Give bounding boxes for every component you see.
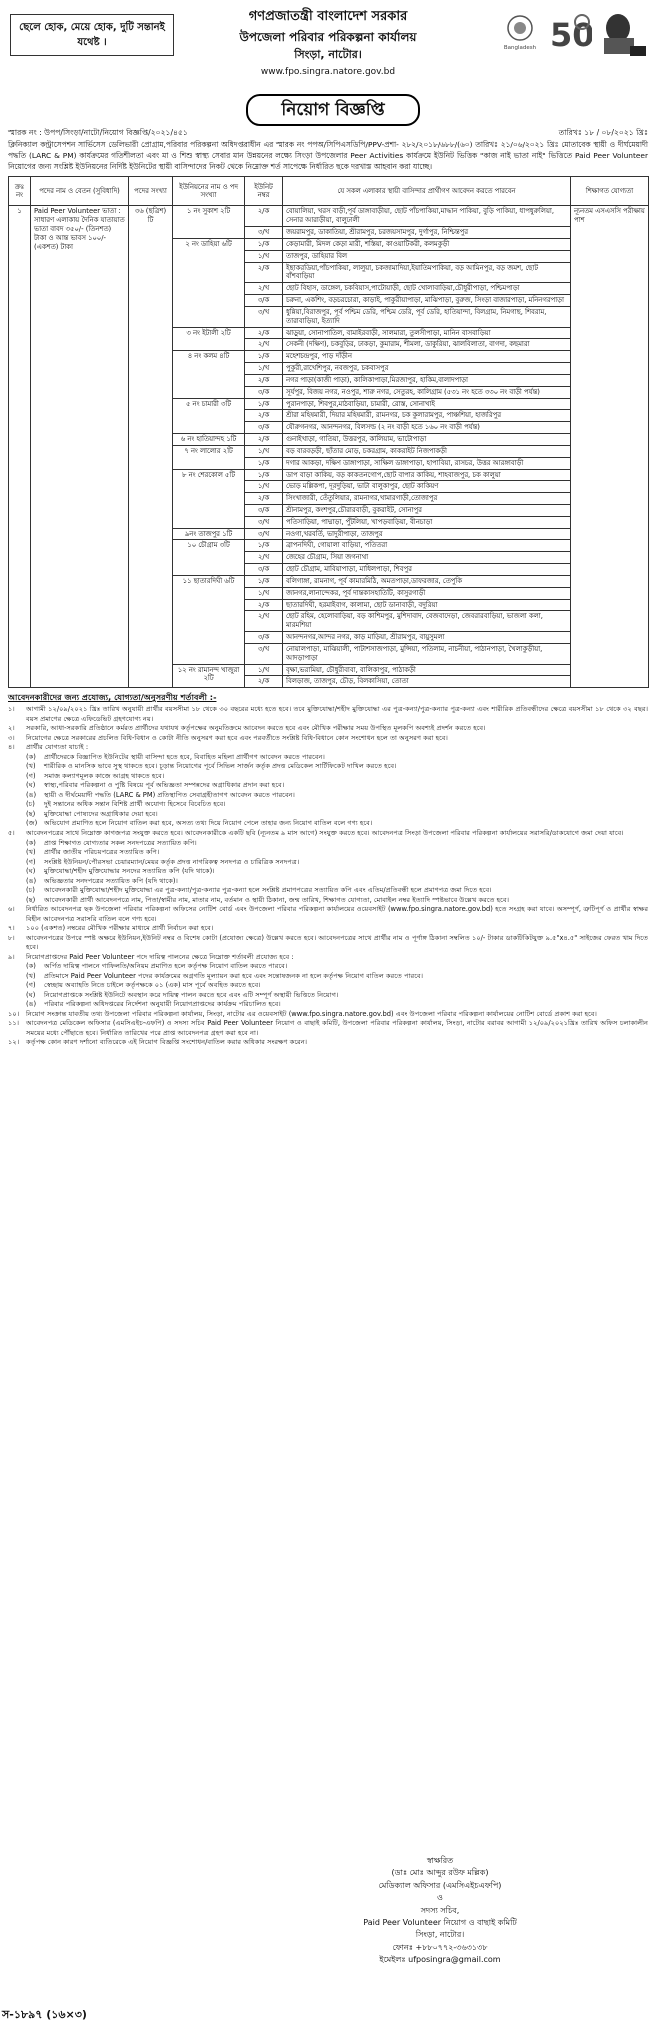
- condition-text: স্বাস্থ্য,পরিবার পরিকল্পনা ও পুষ্টি বিষয়ে পূর্ব অভিজ্ঞতা সম্পন্নদের অগ্রাধিকার প্রদান করা হবে।: [44, 781, 285, 790]
- condition-number: (ঘ): [26, 990, 36, 999]
- fifty-years-logo: [548, 8, 592, 60]
- condition-text: নিয়োগের ক্ষেত্রে সরকারের প্রচলিত বিধি-বিধান ও কোটা নীতি অনুসরণ করা হবে এবং পরবর্তীতে সংশ্লিষ্ট বিধি-বিধানে কোন সংশোধন হলে তা অনুসরণ করা হবে।: [26, 733, 448, 742]
- sub-condition-item: [8, 762, 648, 772]
- condition-item: [8, 953, 648, 963]
- condition-text: নির্ধারিত আবেদনপত্র ছক উপজেলা পরিবার পরিকল্পনা অফিসের নোটিশ বোর্ড এবং উপজেলা পরিবার পরিকল্পনা কার্যালয়ের ওয়েবসাইট (www.fpo.singra.natore.gov.bd) হতে সংগ্রহ করা যাবে। অসম্পূর্ণ, ত্রুটিপূর্ণ ও প্রার্থীর স্বাক্ষর বিহীন আবেদনপত্র সরাসরি বাতিল বলে গণ্য হবে।: [26, 905, 648, 923]
- col-serial: ক্রঃ নং: [9, 177, 31, 206]
- cell-unit: ২/খ: [245, 339, 283, 351]
- condition-text: আবেদনপত্রের সাথে নিম্নোক্ত কাগজপত্র সংযুক্ত করতে হবে। আবেদনকারীকে একটি ছবি (ন্যূনতম ৯ মাস আগে) সংযুক্ত করতে হবে। আবেদনপত্র সিংড়া উপজেলা পরিবার পরিকল্পনা কার্যালয়ের সরাসরি/ডাকযোগে জমা দেয়া যাবে।: [26, 829, 624, 837]
- condition-number: ৫।: [8, 829, 15, 837]
- cell-unit: ২/ক: [245, 327, 283, 339]
- cell-unit: ২/ক: [245, 434, 283, 446]
- condition-text: ১০০ (একশত) নম্বরের মৌখিক পরীক্ষার মাধ্যমে প্রার্থী নির্বাচন করা হবে।: [26, 924, 214, 933]
- cell-areas: শ্রীরা মহিষমারী, দিয়ার মহিষমারী, রামনগর, চক কুলারামপুর, পাঞ্চশিয়া, হাজরিপুর: [283, 410, 571, 422]
- sub-condition-item: [8, 839, 648, 849]
- cell-areas: জয়রামপুর, ডাকাতিয়া, শ্রীরামপুর, চরজয়সামপুর, দুর্গাপুর, নিশ্চিন্তপুর: [283, 227, 571, 239]
- condition-text: আবেদনকারী মুক্তিযোদ্ধা/শহীদ মুক্তিযোদ্ধা এর পুত্র-কন্যা/পুত্র-কন্যার পুত্র-কন্যা হলে সংশ্লিষ্ট প্রমাণপত্রের সত্যায়িত কপি এবং এতিম/প্রতিবন্ধী হলে প্রমাণপত্র জমা দিতে হবে।: [44, 886, 492, 895]
- sub-condition-item: [8, 819, 648, 829]
- condition-number: ৩।: [8, 733, 15, 742]
- condition-number: (ঘ): [26, 781, 36, 790]
- signer-designation: মেডিক্যাল অফিসার (এমসিএইচএফপি): [378, 1880, 502, 1890]
- condition-text: আবেদনপত্রের উপরে স্পষ্ট অক্ষরে ইউনিয়ন,ইউনিট নম্বর ও বিশেষ কোটা (প্রযোজ্য ক্ষেত্রে) উল্লেখ করতে হবে। আবেদনপত্রের সাথে প্রার্থীর নাম ও পূর্ণাঙ্গ ঠিকানা সম্বলিত ১০/- টাকার ডাকটিকিটযুক্ত ৯.৫"x৪.৫" সাইজের ফেরত খাম দিতে হবে।: [26, 933, 648, 952]
- condition-item: [8, 829, 648, 839]
- cell-unit: ১/খ: [245, 587, 283, 599]
- condition-number: ১।: [8, 705, 15, 714]
- cell-union: ৫ নং চামারী ৩টি: [173, 398, 245, 433]
- cell-union: ১ নং সুকাশ ২টি: [173, 206, 245, 238]
- cell-unit: ৩/ক: [245, 564, 283, 576]
- cell-areas: ছোট বিহাস, ডাঙ্গেল, চকবিয়াস,পাটোয়াড়ী, ছোট খোলাবাড়িয়া,চৌধুরীপাড়া, পশ্চিমপাড়া: [283, 283, 571, 295]
- cell-areas: বোয়ালিয়া, খরস বাড়ী,পূর্ব ডাঙ্গাবাড়ীয়া, ছোট পাঁচপাকিয়া,মাদ্ধান পাকিয়া, বুড়ি পাকিয়া, ধাপধুরুলিয়া, সেনার আরাড়ীয়া, বালুঢালী: [283, 206, 571, 227]
- svg-text:50: 50: [550, 16, 592, 54]
- condition-item: [8, 934, 648, 953]
- cell-areas: ছোট চৌগ্রাম, মাবিয়াপাড়া, মাধিলপাড়া, শিবপুর: [283, 564, 571, 576]
- cell-union: ৬ নং হাতিয়ান্দহ ১টি: [173, 434, 245, 446]
- condition-number: ৭।: [8, 924, 15, 933]
- committee-name: Paid Peer Volunteer নিয়োগ ও বাছাই কমিটি: [363, 1917, 517, 1927]
- sub-condition-item: [8, 981, 648, 991]
- cell-unit: ১/ক: [245, 575, 283, 587]
- conditions-title: আবেদনকারীদের জন্য প্রযোজ্য, যোগ্যতা/অনুসরণীয় শর্তাবলী :-: [8, 692, 217, 703]
- condition-number: (খ): [26, 848, 36, 857]
- cell-union: ১০ চৌগ্রাম ৩টি: [173, 540, 245, 575]
- condition-text: আবেদনপত্র মেডিকেল অফিসার (এমসিএইচ-এফপি) ও সদস্য সচিব Paid Peer Volunteer নিয়োগ ও বাছাই কমিটি, উপজেলা পরিবার পরিকল্পনা কার্যালয়, সিংড়া, নাটোর বরাবর আগামী ১২/০৯/২০২১খ্রিঃ তারিখ অফিস চলাকালীন সময়ের মধ্যে পৌঁছাতে হবে। নির্ধারিত তারিখের পরে প্রাপ্ত আবেদনপত্র গ্রহণ করা হবে না।: [26, 1019, 648, 1037]
- cell-unit: ৩/খ: [245, 516, 283, 528]
- condition-text: মুক্তিযোদ্ধা পোষ্যদের অগ্রাধিকার দেয়া হবে।: [44, 809, 158, 818]
- cell-areas: ধুন্নিয়া,বিরাজপুর, পূর্ব পশ্চিম ডেরি, পশ্চিম ডেরি, পূর্ব ডেরি, হাতিয়ান্দা, বিলগ্রাম, নিমগাছ, শিবরাম, তারাবাড়িয়া, ইত্যাদি: [283, 306, 571, 327]
- cell-serial: ১: [9, 206, 31, 688]
- cell-areas: সেকনী (দক্ষিণ), চকবুড়ির, ঢাকড়া, কুমারাম, শীমলা, ডাকুরিয়া, ঝালবিলাতা, বাগদা, কছমারা: [283, 339, 571, 351]
- memo-date: তারিখঃ ১৮ / ০৮/২০২১ খ্রিঃ: [558, 128, 648, 137]
- cell-areas: বড় বারবড়ড়ী, ছাঁতার মোড়, চকরগ্রাম, কাকরাইট নিজপাকড়ী: [283, 445, 571, 457]
- cell-areas: গুনাইখাড়া, গাতিয়া, উত্তরপুর, কালিয়াম, ভাটোপাড়া: [283, 434, 571, 446]
- notice-page: [8, 6, 648, 1048]
- condition-number: (খ): [26, 971, 36, 980]
- cell-unit: ২/ক: [245, 676, 283, 688]
- cell-areas: ইছাকরডিয়া,পাঁচপাকিয়া, লালুয়া, চকজামাদিয়া,ইয়াতিমপাকিয়া, বড় আমিনপুর, বড় জমশ, ছোট বাঁশবাড়িয়া: [283, 262, 571, 283]
- col-count: পদের সংখ্যা: [129, 177, 173, 206]
- cell-areas: ঝাড়ুয়া, সোনাপাতিল, বামাইরবাড়ী, সালমারা, তুলসীপাড়া, মানিন বাসবাড়িয়া: [283, 327, 571, 339]
- condition-text: প্রার্থীর জাতীয় পরিচয়পত্রের সত্যায়িত কপি।: [44, 848, 160, 857]
- condition-item: [8, 924, 648, 934]
- cell-count: ৩৬ (ছত্রিশ) টি: [129, 206, 173, 688]
- condition-text: নিয়োগ সংক্রান্ত যাবতীয় তথ্য উপজেলা পরিবার পরিকল্পনা কার্যালয়, সিংড়া, নাটোর এর ওয়েবসাইট (www.fpo.singra.natore.gov.bd) এবং উপজেলা পরিবার পরিকল্পনা কার্যালয়ের নোটিশ বোর্ডে প্রকাশ করা হবে।: [26, 1009, 597, 1018]
- cell-areas: পুরানপাড়া, শিবপুর,মাঠবাড়িয়া, চামারী, রোস্ত, সোনাখাই: [283, 398, 571, 410]
- conditions-list: [8, 705, 648, 1048]
- cell-areas: ভোড় মল্লিকপা, দূরদুড়িয়া, ভাটা বালুকাপুর, ছোট কাকিয়ণ: [283, 481, 571, 493]
- cell-unit: ১/ক: [245, 398, 283, 410]
- condition-text: কর্তৃপক্ষ কোন কারণ দর্শানো ব্যতিরেকে এই নিয়োগ বিজ্ঞপ্তি সংশোধন/বাতিল করার অধিকার সংরক্ষণ করেন।: [26, 1038, 308, 1047]
- cell-areas: বিলড়াজ, তাজপুর, চৌড়, বিলকাসিয়া, তোতা: [283, 676, 571, 688]
- condition-text: শারীরিক ও মানসিক ভাবে সুস্থ থাকতে হবে। চূড়ান্ত নিয়োগের পূর্বে সিভিল সার্জন কর্তৃক প্রদত্ত মেডিকেল সার্টিফিকেট দাখিল করতে হবে।: [44, 762, 397, 771]
- cell-unit: ১/খ: [245, 363, 283, 375]
- cell-qualification: ন্যূনতম এসএসসি পরীক্ষায় পাশ: [571, 206, 649, 688]
- sub-condition-item: [8, 896, 648, 906]
- cell-areas: শ্রীনামপুর, কংশপুর,চৌরারবাড়ী, বুকরাইট, সোনাপুর: [283, 504, 571, 516]
- cell-areas: নগর পাড়া(কাজী পাড়া), কালিকাপাড়া,মিরজাপুর, হাকিম,বালাদপাড়া: [283, 374, 571, 386]
- cell-areas: চরুনা, একশিং, বড়চরচোরা, কাড়াই, পাকুরীয়াপাড়া, মাঝিপাড়া, বুরুজ, সিংড়া বাজারপাড়া, মনিনগরপাড়া: [283, 295, 571, 307]
- condition-text: প্রার্থীর যোগ্যতা যাচাই :: [26, 743, 89, 752]
- col-unit: ইউনিট নম্বর: [245, 177, 283, 206]
- cell-unit: ১/ক: [245, 540, 283, 552]
- cell-unit: ৩/খ: [245, 528, 283, 540]
- cell-union: ৮ নং শেরকোল ৫টি: [173, 469, 245, 528]
- condition-number: ৪।: [8, 743, 15, 752]
- cell-unit: ৩/ক: [245, 295, 283, 307]
- cell-unit: ৩/ক: [245, 632, 283, 644]
- cell-areas: তাজপুর, ডাহিয়ার বিল: [283, 250, 571, 262]
- cell-unit: ৩/ক: [245, 386, 283, 398]
- sub-condition-item: [8, 877, 648, 887]
- cell-areas: ডাপ বাড়া কাকিয়, বড় কাকতনগোপ,ছোট বাপার কাকিয়, শাহবাজপুর, চক কালুয়া: [283, 469, 571, 481]
- cell-areas: নওগা,খরবর্তি, ভাদুরীপাড়া, তাজপুর: [283, 528, 571, 540]
- condition-number: (ক): [26, 838, 36, 847]
- cell-areas: সূর্যপুর, বিজয় নগর, নওপুর, শারু নগর, সেতুরহ, কালিগ্রাম (৫৩১ নং হতে ৩৩০ নং বাড়ী পর্যন্ত): [283, 386, 571, 398]
- condition-item: [8, 705, 648, 724]
- sub-condition-item: [8, 781, 648, 791]
- signer-name: (ডাঃ মোঃ আব্দুর রউফ মল্লিক): [391, 1868, 489, 1878]
- cell-unit: ১/খ: [245, 664, 283, 676]
- memo-line: [8, 128, 648, 138]
- sub-condition-item: [8, 962, 648, 972]
- sub-condition-item: [8, 886, 648, 896]
- condition-number: ২।: [8, 724, 15, 733]
- condition-number: (ক): [26, 752, 36, 761]
- cell-areas: আনন্দনগর,আন্দর নগর, কাড় মাড়িয়া, শ্রীরামপুর, বায়ুসুমলা: [283, 632, 571, 644]
- sub-condition-item: [8, 1000, 648, 1010]
- col-post: পদের নাম ও বেতন (সুবিধাদি): [31, 177, 129, 206]
- cell-areas: সিংখাজারী, তেঁতুলিয়ার, রামনাগর,খামারগাড়ী,তোজাপুর: [283, 493, 571, 505]
- memo-ref: স্মারক নং : উপপ/সিংড়া/নাটো/নিয়োগ বিজ্ঞপ্তি/২০২১/৪৫১: [8, 128, 188, 137]
- condition-number: ৯।: [8, 952, 15, 961]
- cell-unit: ১/ক: [245, 238, 283, 250]
- sub-condition-item: [8, 972, 648, 982]
- cell-union: ৪ নং কলম ৪টি: [173, 351, 245, 398]
- cell-unit: ৩/খ: [245, 227, 283, 239]
- cell-areas: দগার আকড়া, দক্ষিণ ডাঙ্গাপাড়া, সাক্ষিল ডাঙ্গাপাড়া, হাপাবিয়া, রাসচর, উত্তর আরঙ্গাবাড়ী: [283, 457, 571, 469]
- sub-condition-item: [8, 753, 648, 763]
- condition-number: (খ): [26, 762, 36, 771]
- cell-unit: ১/ক: [245, 351, 283, 363]
- signer-role: সদস্য সচিব,: [420, 1905, 460, 1915]
- condition-text: অভিজ্ঞতার সনদপত্রের সত্যায়িত কপি (যদি থাকে)।: [44, 876, 178, 885]
- cell-union: ৭ নং লালোর ২টি: [173, 445, 245, 469]
- office-name: উপজেলা পরিবার পরিকল্পনা কার্যালয়: [239, 29, 417, 44]
- sub-condition-item: [8, 800, 648, 810]
- sub-condition-item: [8, 848, 648, 858]
- cell-union: ২ নং ডাহিয়া ৬টি: [173, 238, 245, 327]
- condition-item: [8, 905, 648, 924]
- cell-unit: ২/ক: [245, 599, 283, 611]
- logo-group: [496, 6, 648, 62]
- cell-areas: বৃক্ষা,ভরামিয়া, চৌধুরীবাবা, বালিকাপুর, পাঠাকড়ী: [283, 664, 571, 676]
- cell-unit: ১/খ: [245, 481, 283, 493]
- vacancy-table: [8, 176, 649, 688]
- condition-text: নিয়োগপ্রাপ্তদের Paid Peer Volunteer পদে দায়িত্ব পালনের ক্ষেত্রে নিম্নোক্ত শর্তাবলী প্রযোজ্য হবে :: [26, 952, 294, 961]
- cell-unit: ২/ক: [245, 374, 283, 386]
- cell-areas: জেহের চৌগ্রাম, সিয়া জগনাথা: [283, 552, 571, 564]
- cell-unit: ৩/ক: [245, 504, 283, 516]
- condition-item: [8, 1010, 648, 1020]
- condition-text: সরকারি, আধা-সরকারি প্রতিষ্ঠানে কর্মরত প্রার্থীদের যথাযথ কর্তৃপক্ষের অনুমতিক্রমে আবেদন করতে হবে এবং মৌখিক পরীক্ষার সময় উপস্থিত মূলকপি অবশ্যই প্রদর্শন করতে হবে।: [26, 724, 486, 733]
- condition-text: নিয়োগপ্রাপ্তকে সংশ্লিষ্ট ইউনিটে অবস্থান করে দায়িত্ব পালন করতে হবে এবং এটি সম্পূর্ণ অস্থায়ী ভিত্তিতে নিয়োগ।: [44, 990, 339, 999]
- condition-text: অর্পিত দায়িত্ব পালনে গাফিলতি/অনিয়ম প্রমাণিত হলে কর্তৃপক্ষ নিয়োগ বাতিল করতে পারবে।: [44, 962, 288, 971]
- cell-post: Paid Peer Volunteer ভাতা : সাধারণ এলাকায় দৈনিক যাতায়াত ভাতা বাবদ ৩৫০/- (তিনশত) টাকা ও আন্ত ভাবস ১০০/- (একশত) টাকা: [31, 206, 129, 688]
- condition-item: [8, 743, 648, 753]
- cell-unit: ১/ক: [245, 457, 283, 469]
- condition-number: (ছ): [26, 809, 36, 818]
- col-qualification: শিক্ষাগত যোগ্যতা: [571, 177, 649, 206]
- cell-unit: ৩/ক: [245, 422, 283, 434]
- cell-unit: ২/ক: [245, 262, 283, 283]
- gov-title: গণপ্রজাতন্ত্রী বাংলাদেশ সরকার: [248, 9, 408, 24]
- cell-areas: ছাতারদিঘী, হরমাইবাগ, কালামা, ছোট ডানাবাড়ী, বদুরিয়া: [283, 599, 571, 611]
- col-union: ইউনিয়নের নাম ও পদ সংখ্যা: [173, 177, 245, 206]
- condition-text: সমাজ কল্যাণমূলক কাজে আগ্রহ থাকতে হবে।: [44, 771, 165, 780]
- cell-areas: পতিসাড়িয়া, পাদ্মাড়া, পুঁটলিয়া, খাপড়বাড়িয়া, বীনচাড়া: [283, 516, 571, 528]
- sub-condition-item: [8, 858, 648, 868]
- cell-areas: বলিগাঙ্গা, রামনাগ, পূর্ব কামারমিঠি, অমতপাড়া,ডাফরজার, তেপুকি: [283, 575, 571, 587]
- condition-text: দুই সন্তানের অধিক সন্তান বিশিষ্ট প্রার্থী অযোগ্য হিসেবে বিবেচিত হবে।: [44, 800, 226, 809]
- cell-areas: পুকুরী,রাখেশিপুর, নবজপুর, চকবাসপুর: [283, 363, 571, 375]
- table-header-row: [9, 177, 649, 206]
- condition-number: ৬।: [8, 905, 15, 914]
- condition-text: প্রার্থীদেরকে বিজ্ঞাপিত ইউনিটের স্থায়ী বাসিন্দা হতে হবে, বিবাহিত মহিলা প্রার্থীগণ আবেদন করতে পারবেন।: [44, 752, 325, 761]
- cell-union: ১২ নং রামানন্দ খাজুরা ২টি: [173, 664, 245, 688]
- cell-unit: ২/খ: [245, 283, 283, 295]
- sub-condition-item: [8, 991, 648, 1001]
- condition-number: (ছ): [26, 895, 36, 904]
- cell-areas: নোয়ালপাড়া, মাঝিয়ালী, পাটাশসাজপাড়া, মুন্সিয়া, পতিলাম, নাচনীয়া, পাঠানপাড়া, খৈলাকুড়ীয়া, আদড়াপাড়া: [283, 643, 571, 664]
- cell-unit: ৩/খ: [245, 643, 283, 664]
- cell-areas: কেড়ামারী, মিদল কেড়া মারী, শস্তিয়া, কাওয়াটিকরী, কলমকুড়ী: [283, 238, 571, 250]
- cell-areas: মহেশচন্দ্রপুর, পাড় দাঁড়ীন: [283, 351, 571, 363]
- condition-text: প্রতিমাসে Paid Peer Volunteer পদের কার্যক্রমের অগ্রগতি মূল্যায়ন করা হবে এবং সন্তোষজনক না হলে কর্তৃপক্ষ নিয়োগ বাতিল করতে পারবে।: [44, 971, 424, 980]
- notice-banner: নিয়োগ বিজ্ঞপ্তি: [246, 94, 420, 126]
- mujib-centenary-logo: [596, 8, 648, 60]
- condition-number: (জ): [26, 819, 38, 828]
- condition-text: পরিবার পরিকল্পনা অধিদপ্তরের নির্দেশনা অনুযায়ী নিয়োগপ্রাপ্তদের কার্যক্রম পরিচালিত হবে।: [44, 1000, 281, 1009]
- condition-text: মুক্তিযোদ্ধা/শহীদ মুক্তিযোদ্ধার সনদের সত্যায়িত কপি (যদি থাকে)।: [44, 867, 215, 876]
- cell-union: ১১ ছাতারদিঘী ৬টি: [173, 575, 245, 664]
- sub-condition-item: [8, 867, 648, 877]
- contact-email: ইমেইলঃ ufposingra@gmail.com: [379, 1955, 501, 1965]
- condition-number: (চ): [26, 800, 35, 809]
- cell-unit: ২/ক: [245, 493, 283, 505]
- condition-number: ১১।: [8, 1019, 20, 1028]
- contact-phone: ফোনঃ +৮৮০৭৭২-৩৬৩১৩৮: [392, 1942, 488, 1952]
- condition-number: ৮।: [8, 933, 15, 942]
- condition-item: [8, 734, 648, 744]
- table-body: [9, 206, 649, 688]
- cell-unit: ২/খ: [245, 552, 283, 564]
- table-row: [9, 206, 649, 227]
- condition-number: (গ): [26, 857, 36, 866]
- condition-text: সংশ্লিষ্ট ইউনিয়ন/পৌরসভা চেয়ারম্যান/মেয়র কর্তৃক প্রদত্ত নাগরিকত্ব সনদপত্র ও চারিত্রিক সনদপত্র।: [44, 857, 300, 866]
- cell-areas: ছোট রহিম, হেলোবাড়িয়া, বড় কাশিমপুর, মুশিদাবাদ, বেজবাদেড়া, জেবরারবাড়িয়া, ভাজলা কলা, মারমশিয়া: [283, 611, 571, 632]
- signer-and: ও: [437, 1893, 443, 1903]
- cell-areas: ব্রাপনদিঘী, গোয়ালা বাড়িয়া, পতিতরা: [283, 540, 571, 552]
- condition-number: (ঙ): [26, 1000, 37, 1009]
- cell-union: ৩ নং ইটালী ২টি: [173, 327, 245, 351]
- signature-block: [340, 1855, 540, 1967]
- condition-number: (ঘ): [26, 867, 36, 876]
- cell-unit: ১/খ: [245, 250, 283, 262]
- cell-unit: ২/ক: [245, 206, 283, 227]
- condition-number: (গ): [26, 981, 36, 990]
- condition-number: (গ): [26, 771, 36, 780]
- condition-number: (ঙ): [26, 790, 37, 799]
- footer-code: স-১৮৯৭ (১৬×৩): [2, 2008, 87, 2021]
- condition-number: (ক): [26, 962, 36, 971]
- cell-areas: জানগর,লানান্দেকর, পূর্ব দান্তকাসহাতিটি, কাসুরগাড়ী: [283, 587, 571, 599]
- slogan-box: ছেলে হোক, মেয়ে হোক, দুটি সন্তানই যথেষ্ট ।: [10, 14, 174, 56]
- header: [8, 6, 648, 124]
- cell-unit: ২/ক: [245, 410, 283, 422]
- condition-item: [8, 724, 648, 734]
- condition-item: [8, 1038, 648, 1048]
- condition-number: ১২।: [8, 1038, 20, 1047]
- condition-text: আবেদনকারী প্রার্থী আবেদনপত্রে নাম, পিতা/স্বামীর নাম, মাতার নাম, বর্তমান ও স্থায়ী ঠিকানা, জন্ম তারিখ, শিক্ষাগত যোগ্যতা, মোবাইল নম্বর ইত্যাদি স্পষ্টভাবে উল্লেখ করতে হবে।: [44, 895, 509, 904]
- col-areas: যে সকল এলাকার স্থায়ী বাসিন্দার প্রার্থীগণ আবেদন করতে পারবেন: [283, 177, 571, 206]
- cell-unit: ৩/খ: [245, 306, 283, 327]
- signer-place: সিংড়া, নাটোর।: [415, 1930, 465, 1940]
- condition-text: অভিযোগ প্রমাণিত হলে নিয়োগ বাতিল করা হবে, অসত্য তথ্য দিয়ে নিয়োগ পেলে তাহার জন্য নিয়োগ বাতিল বলে গণ্য হবে।: [44, 819, 373, 828]
- condition-number: ১০।: [8, 1009, 20, 1018]
- condition-number: (চ): [26, 886, 35, 895]
- condition-text: স্থায়ী ও দীর্ঘমেয়াদী পদ্ধতি (LARC & PM) প্রতিস্থাপিত সেবাগ্রহীতাগণ আবেদন করতে পারবেন।: [44, 790, 295, 799]
- cell-union: ৯নং তাজপুর ১টি: [173, 528, 245, 540]
- sub-condition-item: [8, 772, 648, 782]
- bangladesh-logo: Bangladesh: [496, 14, 544, 54]
- cell-unit: ১/ক: [245, 469, 283, 481]
- office-location: সিংড়া, নাটোর।: [294, 47, 362, 61]
- condition-item: [8, 1019, 648, 1038]
- cell-areas: যৌরুগনগর, আনন্দনগর, বিলসল্ড (২ নং বাড়ী হতে ১৬০ নং বাড়ী পর্যন্ত): [283, 422, 571, 434]
- cell-unit: ২/খ: [245, 611, 283, 632]
- condition-text: স্বেচ্ছায় অব্যাহতি নিতে চাইলে কর্তৃপক্ষকে ০১ (এক) মাস পূর্বে অবহিত করতে হবে।: [44, 981, 261, 990]
- condition-text: প্রাপ্ত শিক্ষাগত যোগ্যতার সকল সনদপত্রের সত্যায়িত কপি।: [44, 838, 197, 847]
- cell-unit: ১/খ: [245, 445, 283, 457]
- office-website: www.fpo.singra.natore.gov.bd: [260, 66, 396, 77]
- condition-number: (ঙ): [26, 876, 37, 885]
- signed-label: স্বাক্ষরিত: [426, 1856, 454, 1865]
- sub-condition-item: [8, 810, 648, 820]
- intro-paragraph: ক্লিনিক্যাল কন্ট্রাসেপশন সার্ভিসেস ডেলিভারী প্রোগ্রাম,পরিবার পরিকল্পনা অধিদপ্তরাধীন এর স্মারক নং পপঅ/সিপিএসডিপি/PPV-প্রশা- ২৮২/২০১৮/৬৮৮/(৬০) তারিখঃ ২১/০৬/২০২১ খ্রিঃ মোতাবেক স্থায়ী ও দীর্ঘমেয়াদী পদ্ধতি (LARC & PM) কার্যক্রমের গতিশীলতা এবং মা ও শিশু স্বাস্থ্য সেবার মান উন্নয়নের লক্ষ্যে সিংড়া উপজেলার Peer Activities কার্যক্রমে ইউনিট ভিত্তিক "কাজ নাই ভাতা নাই" ভিত্তিতে Paid Peer Volunteer নিয়োগের জন্য সংশ্লিষ্ট ইউনিয়নের নির্দিষ্ট ইউনিটের স্থায়ী বাসিন্দাদের নিকট থেকে নিম্নোক্ত শর্ত সাপেক্ষে নির্ধারিত ছকে দরখাস্ত আহবান করা যাচ্ছে।: [8, 140, 648, 171]
- condition-text: আগামী ১২/০৯/২০২১ খ্রিঃ তারিখ অনুযায়ী প্রার্থীর বয়সসীমা ১৮ থেকে ৩০ বছরের মধ্যে হতে হবে। তবে মুক্তিযোদ্ধা/শহীদ মুক্তিযোদ্ধা এর পুত্র-কন্যা/পুত্র-কন্যার পুত্র-কন্যা এবং শারীরিক প্রতিবন্ধীদের ক্ষেত্রে বয়সসীমা ১৮ থেকে ৩২ বছর। বয়স প্রমাণের ক্ষেত্রে এফিডেভিট গ্রহণযোগ্য নয়।: [26, 705, 648, 723]
